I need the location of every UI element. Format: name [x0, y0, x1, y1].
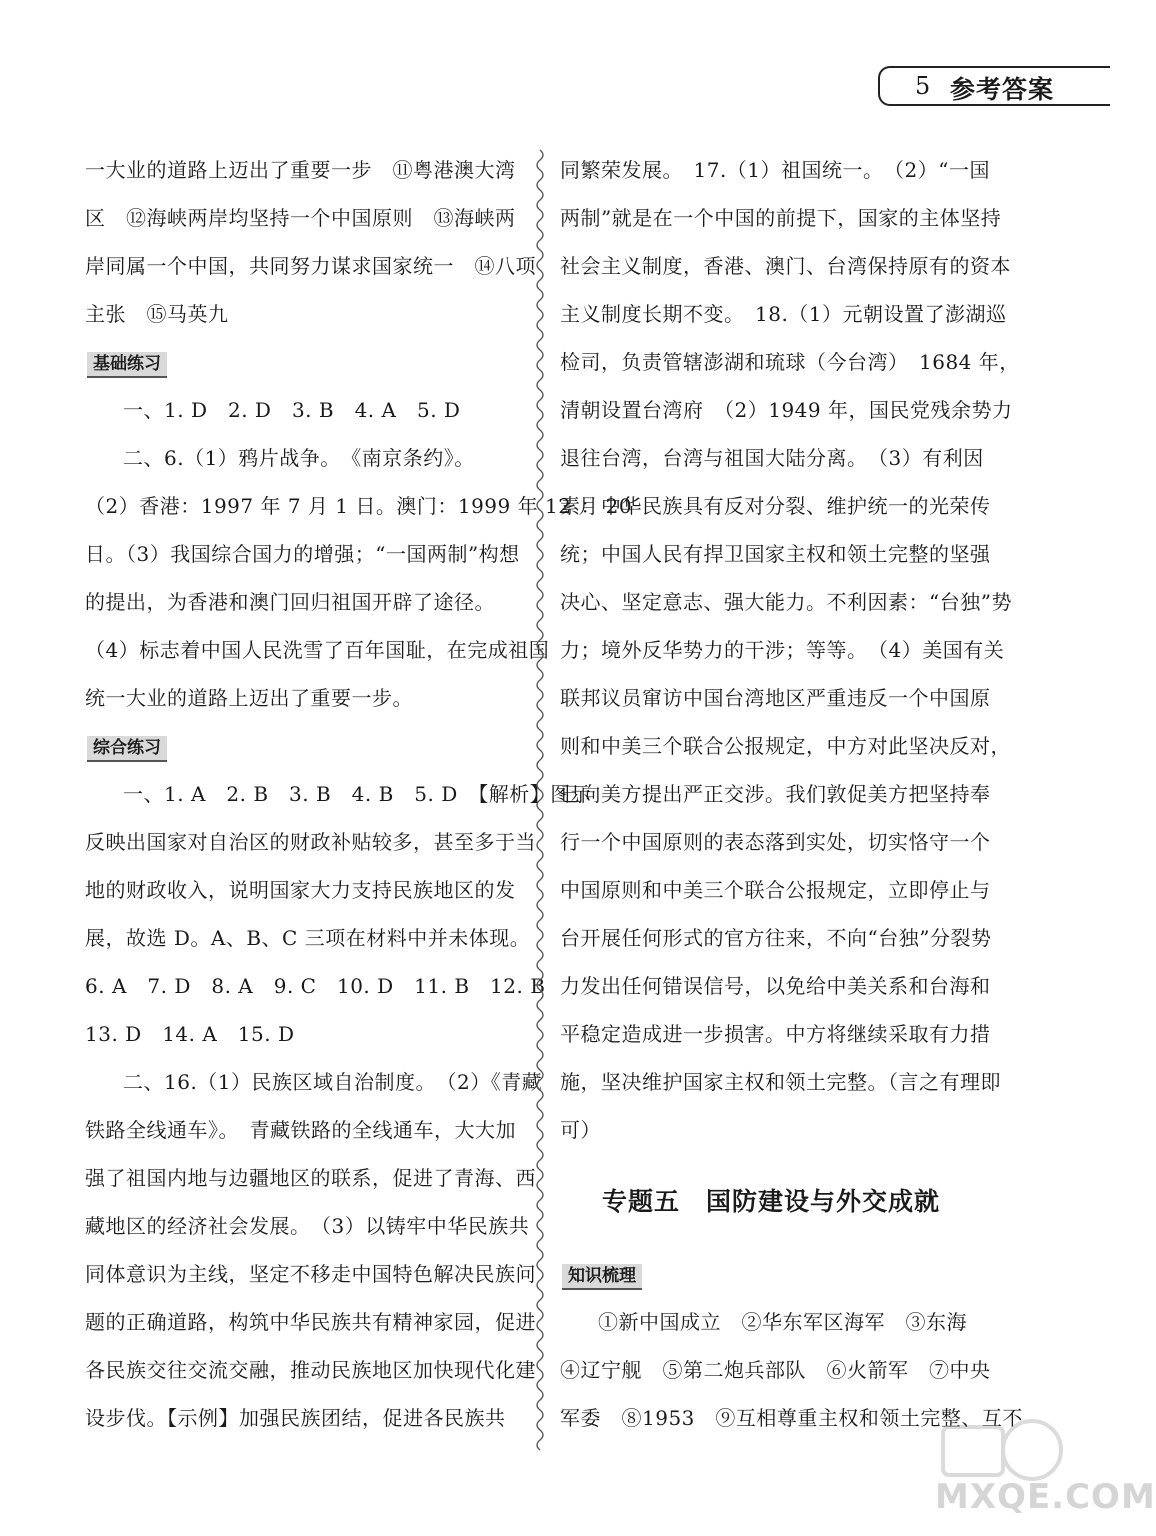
text-line: 力；境外反华势力的干涉；等等。 （4）美国有关 — [560, 638, 1005, 662]
text-line: 主义制度长期不变。 18.（1）元朝设置了澎湖巡 — [560, 302, 1007, 326]
text-line: 可） — [560, 1118, 601, 1142]
tag-row — [560, 1250, 980, 1298]
right-column — [560, 146, 1023, 1442]
text-line: 同体意识为主线，坚定不移走中国特色解决民族问 — [85, 1262, 536, 1286]
text-line: 检司，负责管辖澎湖和琉球（今台湾） 1684 年， — [560, 350, 1020, 374]
text-line: ④辽宁舰 ⑤第二炮兵部队 ⑥火箭军 ⑦中央 — [560, 1358, 991, 1382]
page-header-title: 参考答案 — [950, 75, 1055, 104]
text-line: 中国原则和中美三个联合公报规定，立即停止与 — [560, 878, 991, 902]
text-line: 退往台湾，台湾与祖国大陆分离。 （3）有利因 — [560, 446, 984, 470]
site-watermark-logo — [935, 1415, 1156, 1525]
text-line: 一、1. D 2. D 3. B 4. A 5. D — [123, 398, 461, 422]
text-line: 素：中华民族具有反对分裂、维护统一的光荣传 — [560, 494, 991, 518]
text-line: 13. D 14. A 15. D — [85, 1022, 295, 1046]
text-line: 岸同属一个中国，共同努力谋求国家统一 ⑭八项 — [85, 254, 536, 278]
text-line: 军委 ⑧1953 ⑨互相尊重主权和领土完整、互不 — [560, 1406, 1023, 1430]
text-line: 统一大业的道路上迈出了重要一步。 — [85, 686, 413, 710]
text-line: 社会主义制度，香港、澳门、台湾保持原有的资本 — [560, 254, 1011, 278]
text-line: 二、16.（1）民族区域自治制度。 （2）《青藏 — [123, 1070, 543, 1094]
watermark-block-icon — [941, 1425, 1005, 1477]
text-line: 施，坚决维护国家主权和领土完整。（言之有理即 — [560, 1070, 1001, 1094]
text-line: 日。（3）我国综合国力的增强；“一国两制”构想 — [85, 542, 520, 566]
text-line: 铁路全线通车》。 青藏铁路的全线通车，大大加 — [85, 1118, 516, 1142]
text-line: 平稳定造成进一步损害。中方将继续采取有力措 — [560, 1022, 991, 1046]
page-number: 5 — [915, 72, 931, 100]
text-line: 决心、坚定意志、强大能力。不利因素：“台独”势 — [560, 590, 1012, 614]
text-line: （4）标志着中国人民洗雪了百年国耻，在完成祖国 — [85, 638, 550, 662]
text-line: 行一个中国原则的表态落到实处，切实恪守一个 — [560, 830, 991, 854]
text-line: 二、6.（1）鸦片战争。 《南京条约》。 — [123, 446, 475, 470]
text-line: 6. A 7. D 8. A 9. C 10. D 11. B 12. B — [85, 974, 546, 998]
text-line: 设步伐。【示例】加强民族团结，促进各民族共 — [85, 1406, 506, 1430]
section-tag-basic-practice: 基础练习 — [87, 352, 167, 378]
watermark-text: MXQE.COM — [935, 1477, 1156, 1517]
tag-row — [85, 338, 505, 386]
text-line: 各民族交往交流交融，推动民族地区加快现代化建 — [85, 1358, 536, 1382]
text-line: 区 ⑫海峡两岸均坚持一个中国原则 ⑬海峡两 — [85, 206, 516, 230]
text-line: 主张 ⑮马英九 — [85, 302, 229, 326]
text-line: 联邦议员窜访中国台湾地区严重违反一个中国原 — [560, 686, 991, 710]
text-line: 藏地区的经济社会发展。 （3）以铸牢中华民族共 — [85, 1214, 530, 1238]
text-line: 统；中国人民有捍卫国家主权和领土完整的坚强 — [560, 542, 991, 566]
text-line: ①新中国成立 ②华东军区海军 ③东海 — [598, 1310, 967, 1334]
text-line: 力发出任何错误信号，以免给中美关系和台海和 — [560, 974, 991, 998]
text-line: 地的财政收入，说明国家大力支持民族地区的发 — [85, 878, 516, 902]
text-line: 展，故选 D。A、B、C 三项在材料中并未体现。 — [85, 926, 531, 950]
text-line: 台开展任何形式的官方往来，不向“台独”分裂势 — [560, 926, 992, 950]
text-line: 强了祖国内地与边疆地区的联系，促进了青海、西 — [85, 1166, 536, 1190]
tag-row — [85, 722, 505, 770]
text-line: 反映出国家对自治区的财政补贴较多，甚至多于当 — [85, 830, 536, 854]
column-divider-wavy — [533, 150, 547, 1450]
section-tag-knowledge-review: 知识梳理 — [562, 1264, 642, 1290]
text-line: 清朝设置台湾府 （2）1949 年，国民党残余势力 — [560, 398, 1013, 422]
watermark-circle-icon — [1001, 1419, 1063, 1481]
section-tag-comprehensive-practice: 综合练习 — [87, 736, 167, 762]
text-line: 已向美方提出严正交涉。我们敦促美方把坚持奉 — [560, 782, 991, 806]
text-line: 同繁荣发展。 17.（1）祖国统一。 （2）“一国 — [560, 158, 990, 182]
text-line: 的提出，为香港和澳门回归祖国开辟了途径。 — [85, 590, 495, 614]
text-line: （2）香港：1997 年 7 月 1 日。澳门：1999 年 12 月 20 — [85, 494, 633, 518]
text-line: 两制”就是在一个中国的前提下，国家的主体坚持 — [560, 206, 1002, 230]
text-line: 一大业的道路上迈出了重要一步 ⑪粤港澳大湾 — [85, 158, 516, 182]
text-line: 一、1. A 2. B 3. B 4. B 5. D 【解析】图示 — [123, 782, 592, 806]
section-title: 专题五 国防建设与外交成就 — [602, 1187, 941, 1216]
text-line: 题的正确道路，构筑中华民族共有精神家园，促进 — [85, 1310, 536, 1334]
text-line: 则和中美三个联合公报规定，中方对此坚决反对， — [560, 734, 1011, 758]
